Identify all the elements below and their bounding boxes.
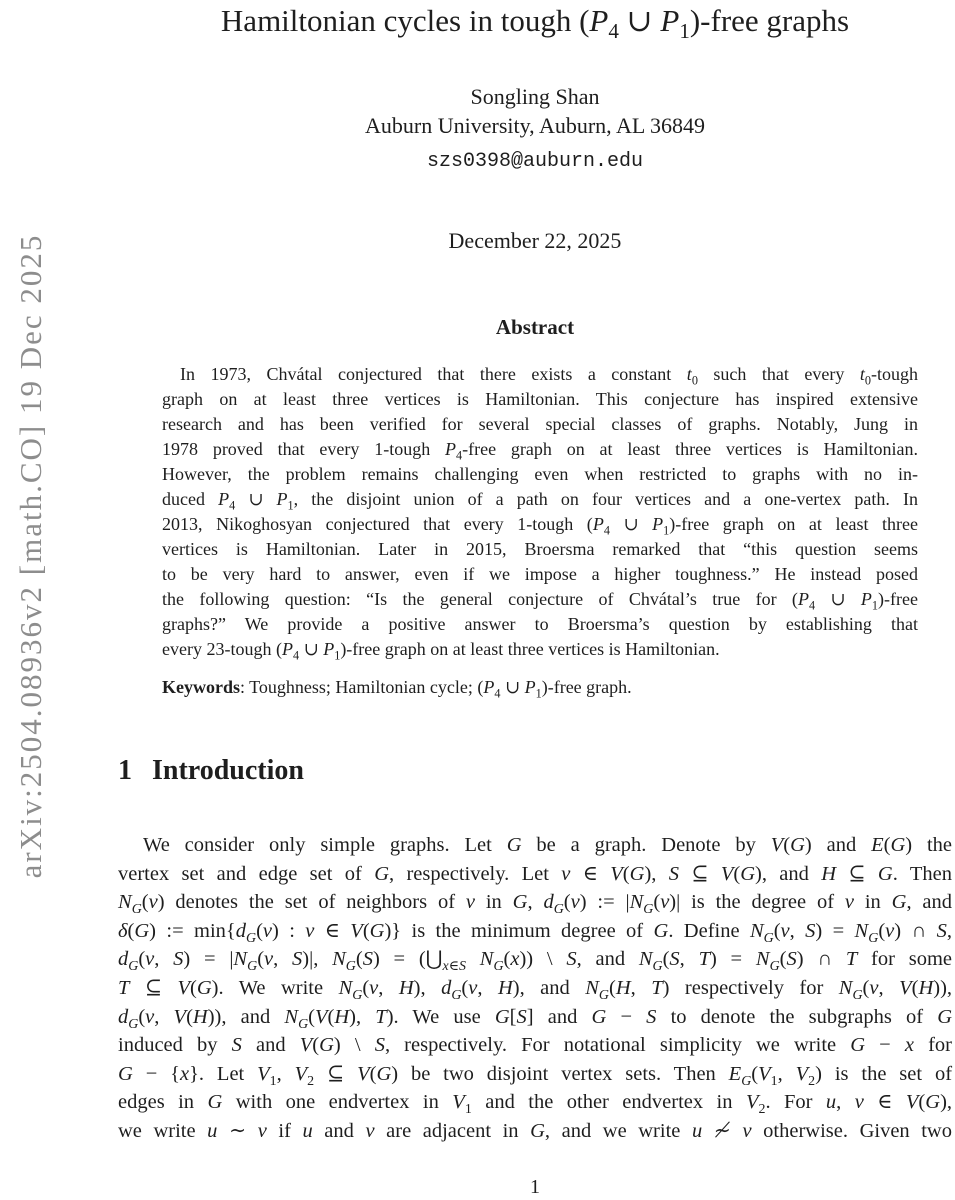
- section-number: 1: [118, 755, 132, 786]
- intro-line: we write u ∼ v if u and v are adjacent in G, and we write u ≁ v otherwise. Given two: [118, 1119, 952, 1142]
- abstract-line: 2013, Nikoghosyan conjectured that every 1-tough ($P_4$ ∪ $P_1$)-free graph on at least three: [162, 514, 918, 538]
- intro-line: $N_G(v)$ denotes the set of neighbors of v in G, $d_G(v)$ := $|N_G(v)|$ is the degree of v in G, and: [118, 891, 953, 918]
- abstract-body: [162, 362, 918, 662]
- intro-line: induced by S and V(G) \ S, respectively. For notational simplicity we write G − x for: [118, 1034, 952, 1057]
- paper-date: December 22, 2025: [448, 228, 622, 253]
- intro-line: G − {x}. Let $V_1$, $V_2$ ⊆ V(G) be two disjoint vertex sets. Then $E_G(V_1$, $V_2$) is the set of: [118, 1062, 953, 1089]
- abstract-line: vertices is Hamiltonian. Later in 2015, Broersma remarked that “this question seems: [162, 539, 918, 559]
- intro-line: T ⊆ V(G). We write $N_G(v$, H), $d_G(v$, H), and $N_G(H$, T) respectively for $N_G(v$, V(H)),: [118, 976, 953, 1004]
- intro-line: edges in G with one endvertex in $V_1$ and the other endvertex in $V_2$. For u, v ∈ V(G),: [118, 1091, 953, 1118]
- introduction-paragraph: [118, 831, 952, 1146]
- abstract-line: 1978 proved that every 1-tough $P_4$-free graph on at least three vertices is Hamiltonian.: [162, 439, 918, 463]
- abstract-line: research and has been verified for several special classes of graphs. Notably, Jung in: [162, 414, 918, 434]
- author-affiliation: Auburn University, Auburn, AL 36849: [365, 113, 705, 138]
- section-title: Introduction: [152, 755, 304, 786]
- intro-line: vertex set and edge set of G, respectively. Let v ∈ V(G), S ⊆ V(G), and H ⊆ G. Then: [118, 862, 952, 885]
- intro-line: We consider only simple graphs. Let G be a graph. Denote by V(G) and E(G) the: [143, 834, 952, 856]
- abstract-heading: Abstract: [495, 315, 575, 339]
- abstract-line: graph on at least three vertices is Hamiltonian. This conjecture has inspired extensive: [162, 389, 918, 409]
- author-name: Songling Shan: [470, 84, 600, 109]
- abstract-line: graphs?” We provide a positive answer to Broersma’s question by establishing that: [162, 614, 918, 634]
- paper-title: Hamiltonian cycles in tough ($P_4$ ∪ $P_1$)-free graphs: [220, 3, 850, 44]
- section-heading: [118, 755, 304, 787]
- keywords: Keywords: Toughness; Hamiltonian cycle; ($P_4$ ∪ $P_1$)-free graph.: [162, 677, 632, 701]
- intro-line: $d_G(v$, $S) = |N_G(v$, S)|, $N_G(S)$ = ($⋃_{x\in S}$ $N_G(x)$) \ S, and $N_G(S$, $T) = N_G(S)$ ∩ T for some: [118, 948, 952, 975]
- author-email: szs0398@auburn.edu: [426, 150, 644, 173]
- abstract-line: In 1973, Chvátal conjectured that there exists a constant $t_0$ such that every $t_0$-tough: [180, 364, 918, 388]
- arxiv-stamp: arXiv:2504.08936v2 [math.CO] 19 Dec 2025: [13, 233, 48, 879]
- abstract-line: duced $P_4$ ∪ $P_1$, the disjoint union of a path on four vertices and a one-vertex path. In: [162, 489, 918, 513]
- intro-line: $d_G(v$, V(H)), and $N_G(V(H)$, T). We use G[S] and G − S to denote the subgraphs of G: [118, 1005, 952, 1032]
- abstract-line: the following question: “Is the general conjecture of Chvátal’s true for ($P_4$ ∪ $P_1$)-free: [162, 589, 918, 613]
- page-number: 1: [530, 1176, 540, 1198]
- abstract-line: every 23-tough ($P_4$ ∪ $P_1$)-free graph on at least three vertices is Hamiltonian.: [162, 639, 720, 663]
- abstract-line: However, the problem remains challenging even when restricted to graphs with no in-: [162, 464, 918, 484]
- intro-line: δ(G) := $\min\{d_G(v)$ : v ∈ V(G)} is the minimum degree of G. Define $N_G(v$, $S) = N_G(v)$ ∩ S,: [118, 919, 952, 946]
- abstract-line: to be very hard to answer, even if we impose a higher toughness.” He instead posed: [162, 564, 918, 584]
